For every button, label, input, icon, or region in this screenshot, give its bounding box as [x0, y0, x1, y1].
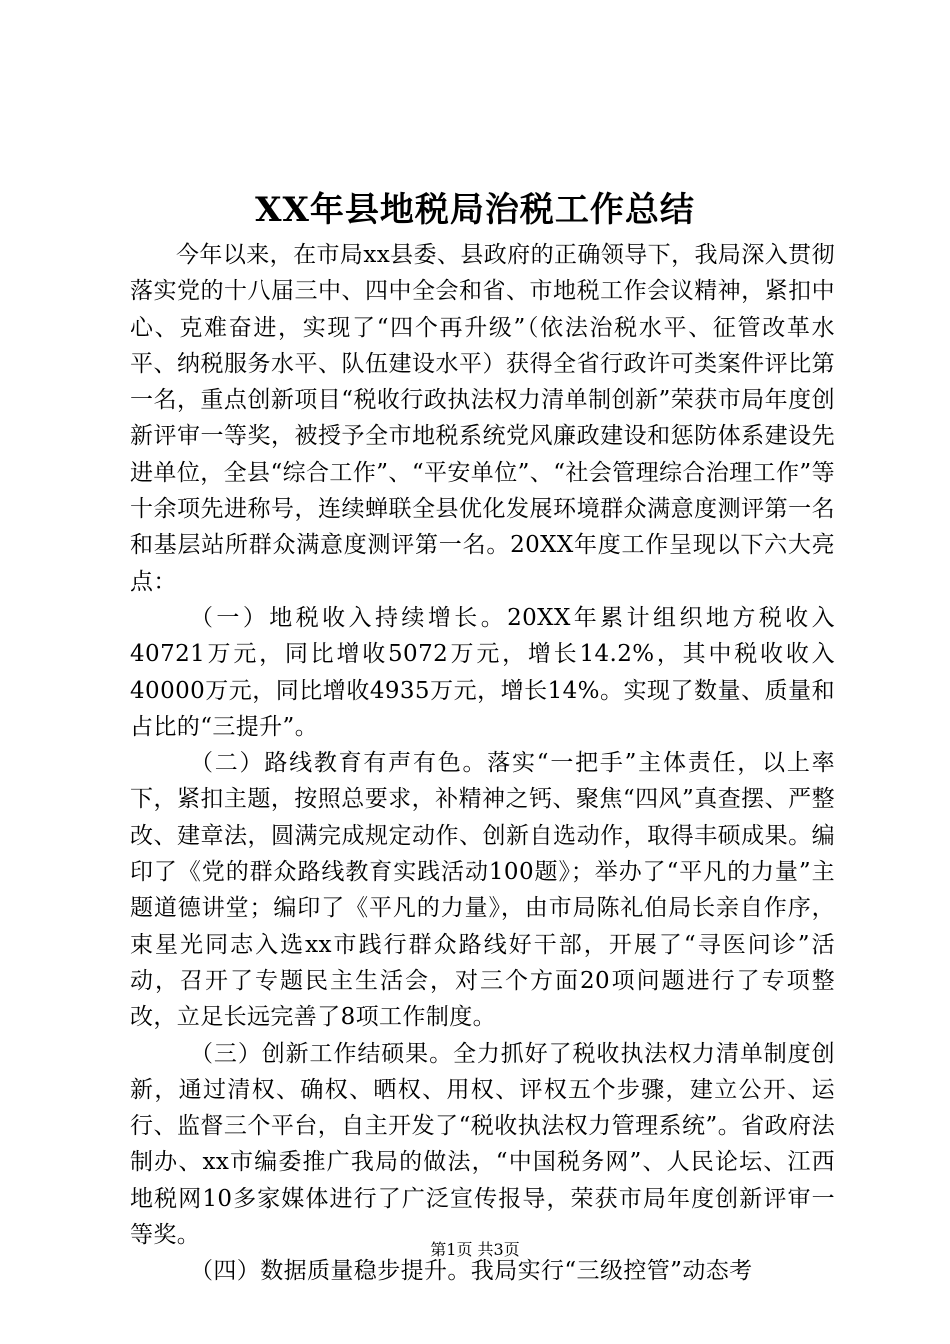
intro-paragraph: 今年以来，在市局xx县委、县政府的正确领导下，我局深入贯彻落实党的十八届三中、四中全会和省、市地税工作会议精神，紧扣中心、克难奋进，实现了“四个再升级”（依法治税水平、征管改革水平、纳税服务水平、队伍建设水平）获得全省行政许可类案件评比第一名，重点创新项目“税收行政执法权力清单制创新”荣获市局年度创新评审一等奖，被授予全市地税系统党风廉政建设和惩防体系建设先进单位，全县“综合工作”、“平安单位”、“社会管理综合治理工作”等十余项先进称号，连续蝉联全县优化发展环境群众满意度测评第一名和基层站所群众满意度测评第一名。20XX年度工作呈现以下六大亮点：	[130, 242, 835, 595]
page-footer: 第1页 共3页	[430, 1240, 520, 1259]
document-body	[130, 237, 835, 1290]
section-paragraph-4: （四）数据质量稳步提升。我局实行“三级控管”动态考	[190, 1258, 753, 1285]
section-paragraph-1: （一）地税收入持续增长。20XX年累计组织地方税收入40721万元，同比增收5072万元，增长14.2%，其中税收收入40000万元，同比增收4935万元，增长14%。实现了数量、质量和占比的“三提升”。	[130, 604, 835, 740]
section-paragraph-2: （二）路线教育有声有色。落实“一把手”主体责任，以上率下，紧扣主题，按照总要求，补精神之钙、聚焦“四风”真查摆、严整改、建章法，圆满完成规定动作、创新自选动作，取得丰硕成果。编印了《党的群众路线教育实践活动100题》；举办了“平凡的力量”主题道德讲堂；编印了《平凡的力量》，由市局陈礼伯局长亲自作序，束星光同志入选xx市践行群众路线好干部，开展了“寻医问诊”活动，召开了专题民主生活会，对三个方面20项问题进行了专项整改，立足长远完善了8项工作制度。	[130, 750, 835, 1031]
section-paragraph-3: （三）创新工作结硕果。全力抓好了税收执法权力清单制度创新，通过清权、确权、晒权、用权、评权五个步骤，建立公开、运行、监督三个平台，自主开发了“税收执法权力管理系统”。省政府法制办、xx市编委推广我局的做法，“中国税务网”、人民论坛、江西地税网10多家媒体进行了广泛宣传报导，荣获市局年度创新评审一等奖。	[130, 1040, 835, 1249]
document-title: XX年县地税局治税工作总结	[255, 190, 695, 230]
